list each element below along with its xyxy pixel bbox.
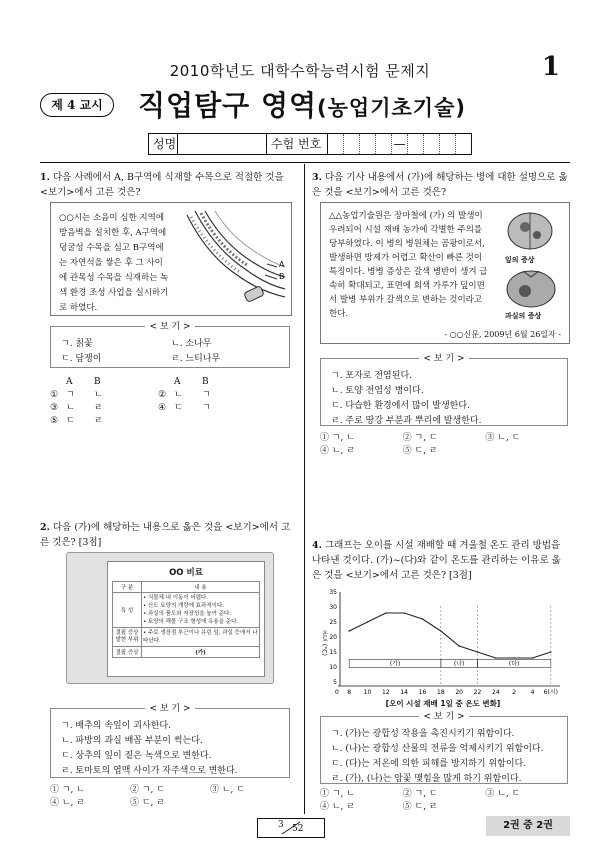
bogi-item: ㄹ. 주로 땅강 부분과 뿌리에 발생한다. (331, 416, 482, 426)
bogi-item: ㄹ. 토마토의 엽맥 사이가 자주색으로 변한다. (61, 766, 238, 776)
choice-head-b: B (94, 377, 101, 387)
choice-a: ㄴ (174, 390, 183, 400)
y-tick-label: 25 (329, 619, 337, 626)
book-page (107, 561, 265, 677)
q1-bogi (50, 322, 290, 368)
bogi-item: ㄹ. 느티나무 (171, 354, 221, 364)
bogi-item: ㄴ. 토양 전염성 병이다. (331, 386, 424, 396)
data-point (513, 657, 515, 659)
book-title: OO 비료 (169, 568, 203, 578)
question-number: 1. (40, 172, 50, 183)
article-text: △△농업기술원은 장마철에 (가) 의 발생이 우려되어 시설 재배 농가에 각별한 주의를 당부하였다. 이 병의 병원체는 곰팡이로서, 발생하면 방제가 어렵고 확산이 빠른 것이 특징이다. 병병 증상은 갈색 병반이 생겨 급속히 확대되고, 표면에 회색 가루가 덮이면서 발병 부위가 갈색으로 변하는 것이라고 한다. (329, 211, 488, 319)
bogi-title: < 보 기 > (419, 712, 468, 722)
table-cell: • 토양의 해물 구조 형성에 유용을 준다. (143, 619, 239, 625)
fertilizer-table (112, 581, 260, 658)
page-fraction (257, 818, 325, 838)
table-cell: • 산도 토양의 개량에 효과적이다. (143, 603, 225, 609)
exam-no-digit[interactable] (408, 134, 424, 154)
bogi-item: ㄱ. 칡꽃 (61, 339, 93, 349)
x-tick-label: 18 (437, 689, 445, 696)
region-label: (다) (508, 660, 520, 668)
choice-option[interactable]: ③ ㄴ, ㄷ (210, 785, 245, 795)
x-tick-label: 10 (363, 689, 372, 696)
x-tick-label: 12 (382, 689, 390, 696)
table-head: 내 용 (142, 582, 260, 593)
data-point (403, 612, 405, 614)
page-number: 1 (541, 52, 560, 82)
choice-option[interactable]: ⑤ ㄷ, ㄹ (130, 798, 165, 808)
book-illustration (66, 552, 274, 684)
subject-main: 직업탐구 영역 (138, 89, 318, 122)
x-origin-label: 0 (335, 689, 339, 696)
period-badge: 제 4 교시 (40, 93, 114, 117)
region-label: (나) (453, 660, 465, 668)
choice-option[interactable]: ① ㄱ, ㄴ (50, 785, 85, 795)
column-divider (304, 164, 305, 814)
y-tick-label: 5 (333, 679, 337, 686)
subject-title (138, 84, 466, 124)
data-point (532, 657, 534, 659)
bogi-item: ㄴ. 파방의 과실 배꼽 부분이 썩는다. (61, 736, 203, 746)
article-source: - ○○신문, 2009년 6월 26일자 - (444, 330, 561, 339)
bogi-item: ㄷ. 다습한 환경에서 많이 발생한다. (331, 401, 470, 411)
exam-no-digit[interactable] (328, 134, 344, 154)
page-total: 52 (292, 824, 304, 834)
exam-no-label: 수험 번호 (267, 134, 328, 154)
question-text: 다음 기사 내용에서 (가)에 해당하는 병에 대한 설명으로 옳은 것을 <보기>에서 고른 것은? (312, 172, 568, 198)
q4-bogi (320, 712, 568, 784)
x-tick-label: 4 (530, 689, 535, 696)
question-text: 다음 사례에서 A, B구역에 식재할 수목으로 적절한 것을 <보기>에서 고른 것은? (40, 172, 284, 198)
bogi-item: ㄷ. 담쟁이 (61, 354, 102, 364)
x-tick-label: 16 (418, 689, 427, 696)
choice-b: ㄹ (94, 403, 103, 413)
fruit-symptom-image (501, 265, 561, 309)
chart-caption: [오이 시설 재배 1일 중 온도 변화] (385, 699, 501, 708)
question-text: 그래프는 오이를 시설 재배할 때 겨울철 온도 관리 방법을 나타낸 것이다. (가)~(다)와 같이 온도를 관리하는 이유로 옳은 것을 <보기>에서 고른 것은? [3점] (312, 540, 561, 581)
leaf-symptom-image (497, 209, 563, 255)
choice-head-a: A (174, 377, 181, 387)
question-4 (312, 538, 568, 583)
table-key: 특 성 (113, 593, 142, 628)
choice-number[interactable]: ③ (50, 403, 59, 413)
table-cell: • 과실의 품도와 저장성을 높여 준다. (143, 611, 232, 617)
temperature-chart (318, 586, 568, 698)
data-point (495, 657, 497, 659)
question-1 (40, 170, 294, 200)
choice-option[interactable]: ① ㄱ, ㄴ (320, 789, 355, 799)
y-tick-label: 35 (329, 589, 337, 596)
data-point (458, 645, 460, 647)
table-head: 구 분 (113, 582, 142, 593)
choice-option[interactable]: ① ㄱ, ㄴ (320, 433, 355, 443)
exam-no-digit[interactable] (440, 134, 456, 154)
article-box (320, 202, 570, 344)
soundwall-illustration (175, 209, 287, 309)
x-tick-label: 14 (400, 689, 408, 696)
exam-title: 2010학년도 대학수학능력시험 문제지 (169, 62, 431, 80)
y-axis-label: 온도 (°C) (320, 630, 328, 656)
x-tick-label: 22 (473, 689, 482, 696)
q3-choices (320, 432, 568, 458)
choice-option[interactable]: ④ ㄴ, ㄹ (50, 798, 85, 808)
data-point (422, 618, 424, 620)
header-divider (40, 162, 570, 163)
y-tick-label: 30 (329, 604, 337, 611)
data-point (367, 621, 369, 623)
y-tick-label: 20 (329, 634, 337, 641)
question-number: 2. (40, 522, 50, 533)
choice-number[interactable]: ② (158, 390, 167, 400)
label-b: B (279, 272, 285, 281)
bogi-item: ㄷ. 상추의 잎이 짙은 녹색으로 변한다. (61, 751, 212, 761)
name-field[interactable] (178, 134, 267, 154)
choice-a: ㄱ (66, 390, 75, 400)
page-current: 3 (278, 820, 284, 830)
q2-choices (50, 784, 290, 810)
question-text: 다음 (가)에 해당하는 내용으로 옳은 것을 <보기>에서 고른 것은? [3점] (40, 522, 291, 548)
table-cell: • 주로 생장점 부근이나 유린 잎, 과실 등에서 나타난다. (142, 628, 260, 647)
table-key: 결핍 증상 (113, 647, 142, 658)
choice-number[interactable]: ⑤ (50, 416, 59, 426)
choice-a: ㄴ (66, 403, 75, 413)
subject-sub: (농업기초기술) (317, 96, 466, 120)
temperature-line (349, 613, 551, 658)
choice-number[interactable]: ① (50, 390, 59, 400)
bogi-title: < 보 기 > (145, 704, 194, 714)
choice-b: ㄱ (202, 390, 211, 400)
choice-head-a: A (66, 377, 73, 387)
choice-head-b: B (202, 377, 209, 387)
q2-bogi (50, 704, 290, 778)
exam-no-digit[interactable] (376, 134, 392, 154)
table-key: 결핍 증상 발현 부위 (113, 628, 142, 647)
y-tick-label: 15 (329, 649, 337, 656)
choice-option[interactable]: ② ㄱ, ㄷ (402, 433, 438, 443)
choice-option[interactable]: ③ ㄴ, ㄷ (485, 433, 521, 443)
case-text: ○○시는 소음이 심한 지역에 방음벽을 설치한 후, A구역에 덩굴성 수목을 심고 B구역에는 자연석을 쌓은 후 그 사이에 관목성 수목을 식재하는 녹색 환경 조성 사업을 실시하기로 하였다. (59, 213, 169, 313)
candidate-info-box (148, 133, 472, 155)
table-cell: • 식물체 내 이동이 어렵다. (143, 595, 209, 601)
exam-no-dash: — (392, 134, 408, 154)
choice-a: ㄷ (66, 416, 75, 426)
label-a: A (279, 260, 285, 269)
data-point (385, 612, 387, 614)
leaf-symptom-label: 잎의 증상 (505, 256, 535, 264)
fruit-symptom-label: 과실의 증상 (505, 312, 542, 320)
question-2 (40, 520, 294, 550)
x-tick-label: 8 (347, 689, 352, 696)
data-point (348, 630, 350, 632)
q1-choices (50, 376, 290, 428)
choice-option[interactable]: ③ ㄴ, ㄷ (485, 789, 521, 799)
bogi-item: ㄱ. (가)는 광합성 작용을 촉진시키기 위함이다. (331, 729, 515, 739)
bogi-item: ㄴ. 소나무 (171, 339, 212, 349)
bogi-item: ㄱ. 배추의 속잎이 괴사한다. (61, 721, 171, 731)
x-tick-label: 24 (492, 689, 500, 696)
choice-option[interactable]: ④ ㄴ, ㄹ (320, 446, 355, 456)
volume-badge: 2권 중 2권 (486, 816, 570, 836)
choice-number[interactable]: ④ (158, 403, 167, 413)
q3-bogi (320, 354, 568, 426)
x-tick-label: 2 (512, 689, 517, 696)
question-number: 4. (312, 540, 322, 551)
case-box (50, 202, 292, 316)
bogi-title: < 보 기 > (145, 322, 194, 332)
y-tick-label: 10 (329, 664, 337, 671)
choice-a: ㄷ (174, 403, 183, 413)
choice-option[interactable]: ⑤ ㄷ, ㄹ (402, 802, 438, 812)
exam-no-digit[interactable] (360, 134, 376, 154)
exam-no-digit[interactable] (424, 134, 440, 154)
exam-no-digit[interactable] (344, 134, 360, 154)
exam-no-digit[interactable] (456, 134, 471, 154)
question-number: 3. (312, 172, 322, 183)
q4-choices (320, 788, 568, 814)
bogi-item: ㄷ. (다)는 저온에 의한 피해를 방지하기 위함이다. (331, 759, 527, 769)
choice-option[interactable]: ② ㄱ, ㄷ (130, 785, 165, 795)
x-tick-label: 20 (455, 689, 463, 696)
choice-option[interactable]: ⑤ ㄷ, ㄹ (402, 446, 438, 456)
bogi-item: ㄹ. (가), (나)는 암꽃 맺힘을 많게 하기 위함이다. (331, 774, 522, 784)
choice-b: ㄱ (202, 403, 211, 413)
choice-option[interactable]: ④ ㄴ, ㄹ (320, 802, 355, 812)
bogi-item: ㄱ. 포자로 전염된다. (331, 371, 412, 381)
question-3 (312, 170, 568, 200)
name-label: 성명 (149, 134, 178, 154)
bogi-item: ㄴ. (나)는 광합성 산물의 전류을 억제시키기 위함이다. (331, 744, 544, 754)
choice-b: ㄴ (94, 390, 103, 400)
x-tick-label: 6(시) (543, 689, 558, 696)
table-cell: (가) (142, 647, 260, 658)
bogi-title: < 보 기 > (419, 354, 468, 364)
region-label: (가) (389, 660, 401, 668)
choice-b: ㄹ (94, 416, 103, 426)
choice-option[interactable]: ② ㄱ, ㄷ (402, 789, 438, 799)
